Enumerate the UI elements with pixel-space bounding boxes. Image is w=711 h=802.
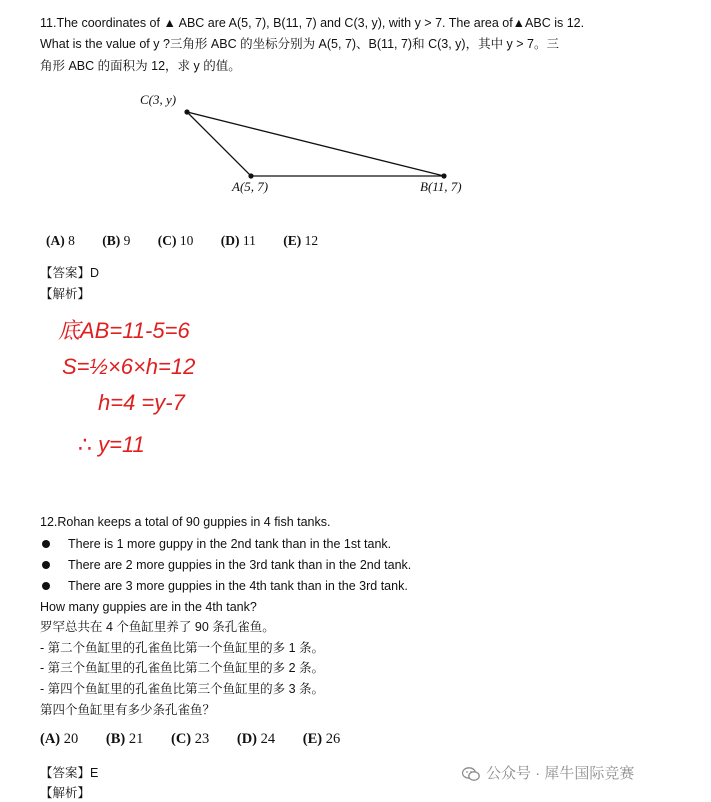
hw-line-1: 底AB=11-5=6 <box>58 318 190 343</box>
q12-bullet-1: There is 1 more guppy in the 2nd tank than in the 1st tank. <box>42 535 391 553</box>
q11-choice-d: (D) 11 <box>220 233 256 248</box>
triangle-diagram <box>0 0 711 220</box>
q12-cn-line1: 罗罕总共在 4 个鱼缸里养了 90 条孔雀鱼。 <box>40 620 275 634</box>
point-c <box>184 109 189 114</box>
q11-choice-e: (E) 12 <box>283 233 319 248</box>
q12-text-line1: 12.Rohan keeps a total of 90 guppies in 4 fish tanks. <box>40 515 331 529</box>
triangle-abc <box>187 112 444 176</box>
bullet-dot-icon <box>42 561 50 569</box>
hw-line-3: h=4 =y-7 <box>98 390 185 415</box>
q12-choice-b: (B) 21 <box>105 731 144 747</box>
q12-answer: 【答案】E <box>40 766 99 780</box>
q11-choice-c: (C) 10 <box>157 233 194 248</box>
label-point-c: C(3, y) <box>140 92 177 107</box>
label-point-b: B(11, 7) <box>420 179 462 194</box>
q12-choice-e: (E) 26 <box>302 731 341 747</box>
q12-cn-item-2: - 第三个鱼缸里的孔雀鱼比第二个鱼缸里的多 2 条。 <box>40 661 325 675</box>
q12-choice-a: (A) 20 <box>40 731 79 747</box>
label-point-a: A(5, 7) <box>232 179 269 194</box>
q11-choices <box>46 233 342 249</box>
q11-text-line1: 11.The coordinates of ▲ ABC are A(5, 7), B(11, 7) and C(3, y), with y > 7. The area of▲ABC is 12. <box>40 16 585 30</box>
q12-choice-c: (C) 23 <box>170 731 210 747</box>
q12-choices <box>40 731 364 748</box>
q12-cn-item-3: - 第四个鱼缸里的孔雀鱼比第三个鱼缸里的多 3 条。 <box>40 682 325 696</box>
q11-choice-b: (B) 9 <box>102 233 131 248</box>
q12-choice-d: (D) 24 <box>236 731 276 747</box>
q11-analysis-label: 【解析】 <box>40 287 91 301</box>
bullet-dot-icon <box>42 540 50 548</box>
point-a <box>248 173 253 178</box>
q12-cn-item-1: - 第二个鱼缸里的孔雀鱼比第一个鱼缸里的多 1 条。 <box>40 641 325 655</box>
hw-line-2: S=½×6×h=12 <box>62 354 196 379</box>
watermark: 公众号 · 犀牛国际竞赛 <box>462 762 634 783</box>
wechat-icon <box>462 767 480 781</box>
q11-answer: 【答案】D <box>40 266 100 280</box>
q11-choice-a: (A) 8 <box>46 233 75 248</box>
q12-bullet-3: There are 3 more guppies in the 4th tank than in the 3rd tank. <box>42 577 408 595</box>
q12-analysis-label: 【解析】 <box>40 786 91 800</box>
q11-text-line2: What is the value of y ?三角形 ABC 的坐标分别为 A(5, 7)、B(11, 7)和 C(3, y)，其中 y > 7。三 <box>40 37 559 51</box>
q12-question-en: How many guppies are in the 4th tank? <box>40 600 257 614</box>
point-b <box>441 173 446 178</box>
bullet-dot-icon <box>42 582 50 590</box>
hw-line-4: ∴ y=11 <box>78 432 145 457</box>
q12-bullet-2: There are 2 more guppies in the 3rd tank than in the 2nd tank. <box>42 556 411 574</box>
q12-cn-question: 第四个鱼缸里有多少条孔雀鱼？ <box>40 703 216 717</box>
handwritten-solution <box>56 312 296 472</box>
q11-text-line3: 角形 ABC 的面积为 12，求 y 的值。 <box>40 59 241 73</box>
